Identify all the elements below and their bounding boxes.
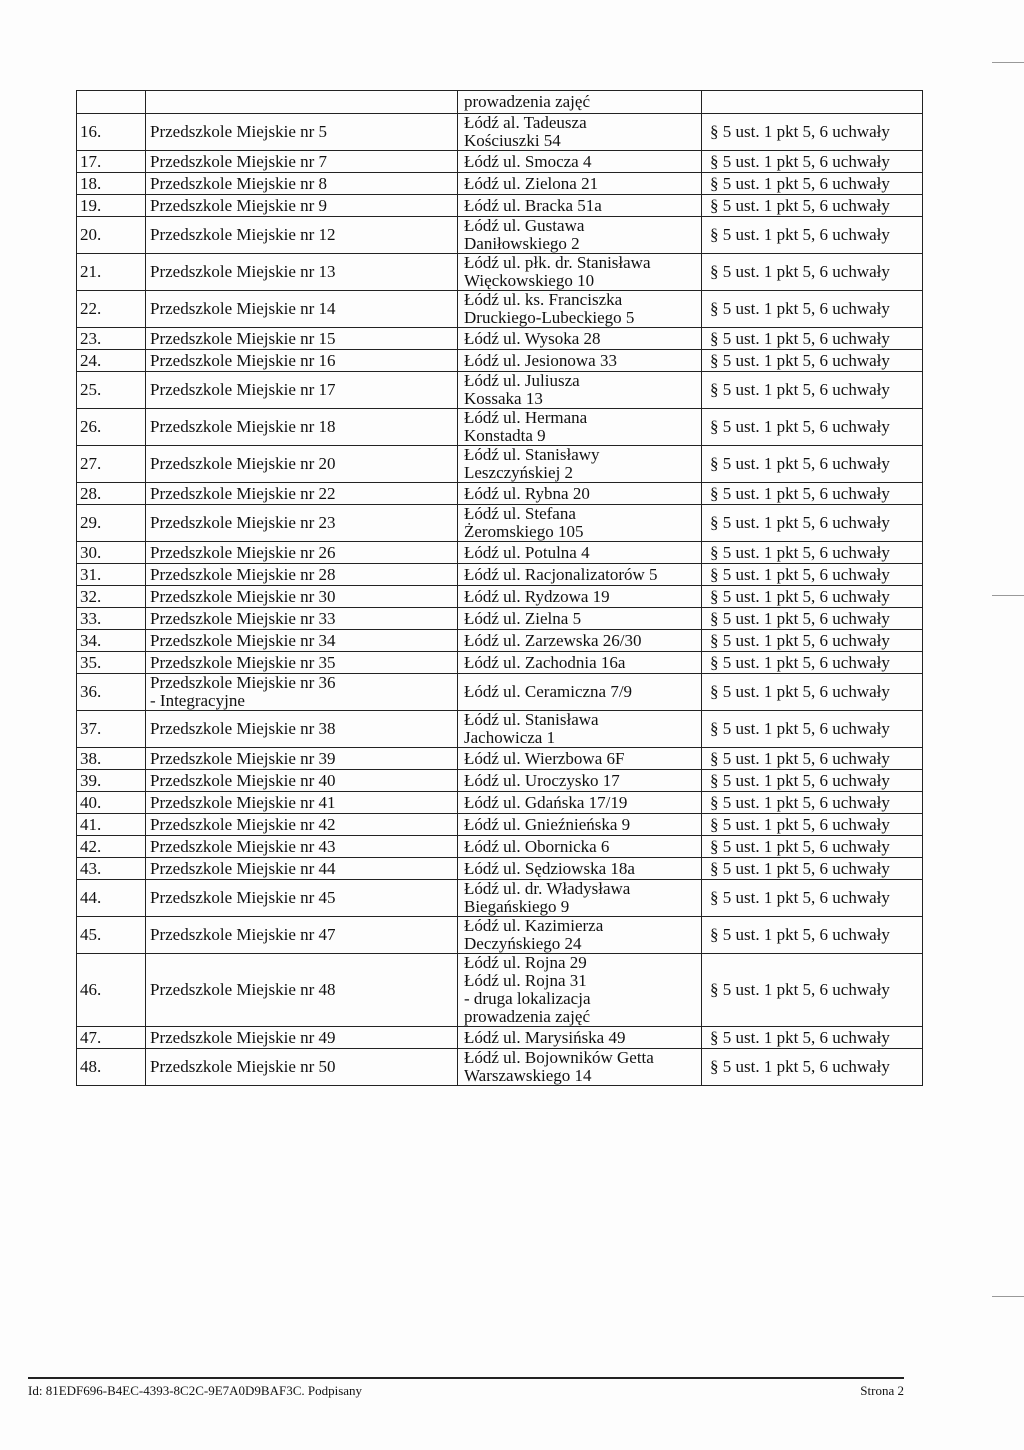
table-row — [77, 1027, 923, 1049]
address-cell — [458, 254, 702, 291]
kindergarten-name-cell — [146, 770, 458, 792]
row-number: 28. — [77, 483, 146, 505]
kindergarten-name-cell — [146, 917, 458, 954]
legal-basis: § 5 ust. 1 pkt 5, 6 uchwały — [702, 711, 923, 748]
kindergarten-name: Przedszkole Miejskie nr 50 — [150, 1057, 336, 1076]
table-row — [77, 409, 923, 446]
address-line: Łódź ul. Racjonalizatorów 5 — [464, 564, 658, 584]
legal-basis: § 5 ust. 1 pkt 5, 6 uchwały — [702, 114, 923, 151]
address-line: Druckiego-Lubeckiego 5 — [464, 308, 635, 327]
address-line: Łódź ul. ks. Franciszka — [464, 290, 623, 309]
table-row — [77, 372, 923, 409]
address-cell — [458, 1027, 702, 1049]
kindergarten-name: Przedszkole Miejskie nr 17 — [150, 380, 336, 399]
kindergarten-name: Przedszkole Miejskie nr 14 — [150, 299, 336, 318]
kindergarten-name: Przedszkole Miejskie nr 9 — [150, 195, 328, 215]
kindergarten-name-cell — [146, 151, 458, 173]
legal-basis: § 5 ust. 1 pkt 5, 6 uchwały — [702, 542, 923, 564]
kindergarten-name: Przedszkole Miejskie nr 5 — [150, 122, 328, 141]
table-row — [77, 217, 923, 254]
address-cell — [458, 350, 702, 372]
address-cell — [458, 564, 702, 586]
table-row — [77, 564, 923, 586]
kindergarten-name-cell — [146, 564, 458, 586]
table-row — [77, 814, 923, 836]
kindergarten-name: Przedszkole Miejskie nr 7 — [150, 151, 328, 171]
table-row — [77, 542, 923, 564]
kindergarten-name-cell — [146, 91, 458, 114]
address-line: Łódź ul. Ceramiczna 7/9 — [464, 682, 633, 701]
legal-basis: § 5 ust. 1 pkt 5, 6 uchwały — [702, 217, 923, 254]
row-number: 25. — [77, 372, 146, 409]
kindergarten-name-cell — [146, 195, 458, 217]
legal-basis: § 5 ust. 1 pkt 5, 6 uchwały — [702, 195, 923, 217]
row-number: 36. — [77, 674, 146, 711]
address-line: Łódź ul. Gustawa — [464, 216, 585, 235]
legal-basis: § 5 ust. 1 pkt 5, 6 uchwały — [702, 372, 923, 409]
address-cell — [458, 505, 702, 542]
address-line: Łódź ul. dr. Władysława — [464, 879, 631, 898]
table-row — [77, 630, 923, 652]
kindergarten-name: Przedszkole Miejskie nr 44 — [150, 858, 336, 878]
kindergarten-name-cell — [146, 792, 458, 814]
kindergarten-name-cell — [146, 652, 458, 674]
address-line: Łódź ul. Rojna 29 — [464, 953, 587, 972]
table-row — [77, 792, 923, 814]
address-line: Łódź ul. Zielna 5 — [464, 608, 582, 628]
row-number — [77, 91, 146, 114]
table-row — [77, 711, 923, 748]
kindergarten-name-cell — [146, 880, 458, 917]
kindergarten-name-cell — [146, 586, 458, 608]
address-cell — [458, 770, 702, 792]
table-row — [77, 151, 923, 173]
table-row — [77, 254, 923, 291]
address-line: Łódź ul. Hermana — [464, 408, 588, 427]
address-cell — [458, 711, 702, 748]
kindergarten-name: Przedszkole Miejskie nr 13 — [150, 262, 336, 281]
row-number: 38. — [77, 748, 146, 770]
legal-basis: § 5 ust. 1 pkt 5, 6 uchwały — [702, 674, 923, 711]
address-line: Łódź ul. Kazimierza — [464, 916, 604, 935]
kindergarten-name: Przedszkole Miejskie nr 26 — [150, 542, 336, 562]
kindergarten-name: Przedszkole Miejskie nr 36 — [150, 673, 336, 692]
kindergarten-name: Przedszkole Miejskie nr 33 — [150, 608, 336, 628]
address-line: Warszawskiego 14 — [464, 1066, 592, 1085]
legal-basis: § 5 ust. 1 pkt 5, 6 uchwały — [702, 1027, 923, 1049]
kindergarten-name: Przedszkole Miejskie nr 48 — [150, 980, 336, 999]
kindergarten-name: - Integracyjne — [150, 691, 245, 710]
address-line: Deczyńskiego 24 — [464, 934, 582, 953]
row-number: 18. — [77, 173, 146, 195]
address-cell — [458, 858, 702, 880]
kindergarten-name-cell — [146, 173, 458, 195]
address-cell — [458, 917, 702, 954]
kindergarten-name-cell — [146, 674, 458, 711]
table-row — [77, 195, 923, 217]
address-line: Łódź ul. Rybna 20 — [464, 483, 590, 503]
address-line: Łódź ul. Stefana — [464, 504, 576, 523]
table-row — [77, 674, 923, 711]
row-number: 35. — [77, 652, 146, 674]
table-row — [77, 836, 923, 858]
kindergarten-name-cell — [146, 748, 458, 770]
address-cell — [458, 173, 702, 195]
footer-rule — [28, 1377, 904, 1379]
kindergarten-name: Przedszkole Miejskie nr 49 — [150, 1027, 336, 1047]
kindergarten-name-cell — [146, 1027, 458, 1049]
address-cell — [458, 328, 702, 350]
legal-basis: § 5 ust. 1 pkt 5, 6 uchwały — [702, 880, 923, 917]
kindergarten-name: Przedszkole Miejskie nr 45 — [150, 888, 336, 907]
address-cell — [458, 674, 702, 711]
legal-basis: § 5 ust. 1 pkt 5, 6 uchwały — [702, 328, 923, 350]
row-number: 34. — [77, 630, 146, 652]
legal-basis: § 5 ust. 1 pkt 5, 6 uchwały — [702, 446, 923, 483]
kindergarten-name-cell — [146, 350, 458, 372]
address-line: Łódź ul. Marysińska 49 — [464, 1027, 626, 1047]
legal-basis: § 5 ust. 1 pkt 5, 6 uchwały — [702, 586, 923, 608]
row-number: 24. — [77, 350, 146, 372]
address-line: Kościuszki 54 — [464, 131, 561, 150]
kindergarten-name-cell — [146, 1049, 458, 1086]
address-cell — [458, 409, 702, 446]
row-number: 40. — [77, 792, 146, 814]
kindergarten-name: Przedszkole Miejskie nr 42 — [150, 814, 336, 834]
kindergarten-name-cell — [146, 711, 458, 748]
table-row — [77, 505, 923, 542]
row-number: 45. — [77, 917, 146, 954]
address-cell — [458, 372, 702, 409]
kindergarten-name-cell — [146, 409, 458, 446]
address-line: Łódź ul. Zachodnia 16a — [464, 652, 626, 672]
address-line: Leszczyńskiej 2 — [464, 463, 574, 482]
row-number: 48. — [77, 1049, 146, 1086]
address-cell — [458, 608, 702, 630]
kindergarten-name: Przedszkole Miejskie nr 12 — [150, 225, 336, 244]
row-number: 31. — [77, 564, 146, 586]
legal-basis: § 5 ust. 1 pkt 5, 6 uchwały — [702, 652, 923, 674]
address-cell — [458, 114, 702, 151]
row-number: 23. — [77, 328, 146, 350]
kindergarten-name: Przedszkole Miejskie nr 22 — [150, 483, 336, 503]
table-row — [77, 748, 923, 770]
kindergarten-list-table — [76, 90, 923, 1086]
kindergarten-name: Przedszkole Miejskie nr 15 — [150, 328, 336, 348]
legal-basis: § 5 ust. 1 pkt 5, 6 uchwały — [702, 630, 923, 652]
row-number: 33. — [77, 608, 146, 630]
address-cell — [458, 291, 702, 328]
legal-basis: § 5 ust. 1 pkt 5, 6 uchwały — [702, 1049, 923, 1086]
address-cell — [458, 542, 702, 564]
address-cell — [458, 814, 702, 836]
row-number: 43. — [77, 858, 146, 880]
address-line: Łódź ul. Rydzowa 19 — [464, 586, 610, 606]
legal-basis: § 5 ust. 1 pkt 5, 6 uchwały — [702, 770, 923, 792]
kindergarten-name: Przedszkole Miejskie nr 39 — [150, 748, 336, 768]
address-line: Łódź ul. płk. dr. Stanisława — [464, 253, 651, 272]
legal-basis: § 5 ust. 1 pkt 5, 6 uchwały — [702, 954, 923, 1027]
address-cell — [458, 217, 702, 254]
row-number: 22. — [77, 291, 146, 328]
table-row — [77, 880, 923, 917]
address-line: Daniłowskiego 2 — [464, 234, 580, 253]
row-number: 21. — [77, 254, 146, 291]
address-cell — [458, 195, 702, 217]
scan-edge-mark — [992, 62, 1024, 63]
address-line: Łódź ul. Gdańska 17/19 — [464, 792, 628, 812]
address-cell — [458, 652, 702, 674]
row-number: 44. — [77, 880, 146, 917]
table-row — [77, 483, 923, 505]
scan-edge-mark — [992, 1296, 1024, 1297]
address-line: Łódź ul. Juliusza — [464, 371, 580, 390]
table-row — [77, 350, 923, 372]
address-line: Łódź ul. Stanisławy — [464, 445, 600, 464]
address-line: prowadzenia zajęć — [464, 1007, 590, 1026]
kindergarten-name-cell — [146, 954, 458, 1027]
legal-basis: § 5 ust. 1 pkt 5, 6 uchwały — [702, 792, 923, 814]
kindergarten-name-cell — [146, 858, 458, 880]
kindergarten-table — [76, 90, 922, 1086]
kindergarten-name: Przedszkole Miejskie nr 41 — [150, 792, 336, 812]
address-line: Łódź ul. Bojowników Getta — [464, 1048, 654, 1067]
scan-edge-mark — [992, 595, 1024, 596]
kindergarten-name: Przedszkole Miejskie nr 16 — [150, 350, 336, 370]
row-number: 42. — [77, 836, 146, 858]
kindergarten-name-cell — [146, 483, 458, 505]
address-line: Łódź ul. Stanisława — [464, 710, 599, 729]
table-row — [77, 328, 923, 350]
address-line: Łódź ul. Uroczysko 17 — [464, 770, 620, 790]
address-cell — [458, 91, 702, 114]
legal-basis: § 5 ust. 1 pkt 5, 6 uchwały — [702, 836, 923, 858]
legal-basis: § 5 ust. 1 pkt 5, 6 uchwały — [702, 814, 923, 836]
address-cell — [458, 792, 702, 814]
table-row — [77, 770, 923, 792]
legal-basis: § 5 ust. 1 pkt 5, 6 uchwały — [702, 173, 923, 195]
table-row — [77, 917, 923, 954]
row-number: 20. — [77, 217, 146, 254]
address-line: - druga lokalizacja — [464, 989, 591, 1008]
row-number: 16. — [77, 114, 146, 151]
address-line: Łódź ul. Wysoka 28 — [464, 328, 601, 348]
address-line: Łódź ul. Bracka 51a — [464, 195, 602, 215]
legal-basis: § 5 ust. 1 pkt 5, 6 uchwały — [702, 748, 923, 770]
table-row — [77, 446, 923, 483]
kindergarten-name: Przedszkole Miejskie nr 34 — [150, 630, 336, 650]
kindergarten-name: Przedszkole Miejskie nr 43 — [150, 836, 336, 856]
kindergarten-name-cell — [146, 630, 458, 652]
page-number: Strona 2 — [860, 1383, 904, 1398]
legal-basis — [702, 91, 923, 114]
legal-basis: § 5 ust. 1 pkt 5, 6 uchwały — [702, 608, 923, 630]
kindergarten-name: Przedszkole Miejskie nr 40 — [150, 770, 336, 790]
address-cell — [458, 446, 702, 483]
row-number: 29. — [77, 505, 146, 542]
kindergarten-name-cell — [146, 372, 458, 409]
table-row — [77, 1049, 923, 1086]
kindergarten-name-cell — [146, 254, 458, 291]
row-number: 27. — [77, 446, 146, 483]
address-cell — [458, 836, 702, 858]
row-number: 30. — [77, 542, 146, 564]
legal-basis: § 5 ust. 1 pkt 5, 6 uchwały — [702, 858, 923, 880]
kindergarten-name: Przedszkole Miejskie nr 30 — [150, 586, 336, 606]
table-row — [77, 954, 923, 1027]
row-number: 19. — [77, 195, 146, 217]
row-number: 46. — [77, 954, 146, 1027]
address-cell — [458, 954, 702, 1027]
address-line: Konstadta 9 — [464, 426, 546, 445]
kindergarten-name: Przedszkole Miejskie nr 23 — [150, 513, 336, 532]
legal-basis: § 5 ust. 1 pkt 5, 6 uchwały — [702, 505, 923, 542]
legal-basis: § 5 ust. 1 pkt 5, 6 uchwały — [702, 917, 923, 954]
kindergarten-name-cell — [146, 836, 458, 858]
legal-basis: § 5 ust. 1 pkt 5, 6 uchwały — [702, 564, 923, 586]
kindergarten-name-cell — [146, 114, 458, 151]
table-row — [77, 173, 923, 195]
address-line: prowadzenia zajęć — [464, 92, 590, 111]
legal-basis: § 5 ust. 1 pkt 5, 6 uchwały — [702, 483, 923, 505]
address-line: Łódź al. Tadeusza — [464, 113, 587, 132]
address-line: Łódź ul. Zarzewska 26/30 — [464, 630, 642, 650]
table-row — [77, 608, 923, 630]
address-line: Żeromskiego 105 — [464, 522, 584, 541]
row-number: 41. — [77, 814, 146, 836]
kindergarten-name: Przedszkole Miejskie nr 28 — [150, 564, 336, 584]
address-line: Jachowicza 1 — [464, 728, 556, 747]
kindergarten-name-cell — [146, 608, 458, 630]
kindergarten-name: Przedszkole Miejskie nr 18 — [150, 417, 336, 436]
address-cell — [458, 151, 702, 173]
address-line: Łódź ul. Gnieźnieńska 9 — [464, 814, 631, 834]
address-cell — [458, 586, 702, 608]
kindergarten-name-cell — [146, 217, 458, 254]
address-line: Łódź ul. Wierzbowa 6F — [464, 748, 625, 768]
row-number: 17. — [77, 151, 146, 173]
address-line: Łódź ul. Sędziowska 18a — [464, 858, 635, 878]
address-line: Kossaka 13 — [464, 389, 543, 408]
table-row — [77, 114, 923, 151]
table-row — [77, 291, 923, 328]
kindergarten-name: Przedszkole Miejskie nr 20 — [150, 454, 336, 473]
kindergarten-name-cell — [146, 814, 458, 836]
address-cell — [458, 1049, 702, 1086]
kindergarten-name-cell — [146, 542, 458, 564]
address-line: Łódź ul. Obornicka 6 — [464, 836, 610, 856]
row-number: 37. — [77, 711, 146, 748]
document-id: Id: 81EDF696-B4EC-4393-8C2C-9E7A0D9BAF3C. Podpisany — [28, 1383, 363, 1398]
kindergarten-name: Przedszkole Miejskie nr 47 — [150, 925, 336, 944]
address-line: Więckowskiego 10 — [464, 271, 595, 290]
address-cell — [458, 748, 702, 770]
address-cell — [458, 630, 702, 652]
kindergarten-name: Przedszkole Miejskie nr 35 — [150, 652, 336, 672]
legal-basis: § 5 ust. 1 pkt 5, 6 uchwały — [702, 254, 923, 291]
address-line: Łódź ul. Potulna 4 — [464, 542, 590, 562]
address-cell — [458, 880, 702, 917]
table-row — [77, 586, 923, 608]
row-number: 47. — [77, 1027, 146, 1049]
address-line: Łódź ul. Rojna 31 — [464, 971, 587, 990]
row-number: 32. — [77, 586, 146, 608]
table-row — [77, 858, 923, 880]
kindergarten-name-cell — [146, 446, 458, 483]
row-number: 39. — [77, 770, 146, 792]
kindergarten-name-cell — [146, 505, 458, 542]
legal-basis: § 5 ust. 1 pkt 5, 6 uchwały — [702, 350, 923, 372]
legal-basis: § 5 ust. 1 pkt 5, 6 uchwały — [702, 151, 923, 173]
address-line: Łódź ul. Zielona 21 — [464, 173, 599, 193]
kindergarten-name-cell — [146, 291, 458, 328]
row-number: 26. — [77, 409, 146, 446]
address-line: Łódź ul. Jesionowa 33 — [464, 350, 617, 370]
kindergarten-name: Przedszkole Miejskie nr 38 — [150, 719, 336, 738]
legal-basis: § 5 ust. 1 pkt 5, 6 uchwały — [702, 409, 923, 446]
address-line: Łódź ul. Smocza 4 — [464, 151, 592, 171]
kindergarten-name-cell — [146, 328, 458, 350]
kindergarten-name: Przedszkole Miejskie nr 8 — [150, 173, 328, 193]
table-body — [77, 91, 923, 1086]
table-row — [77, 91, 923, 114]
table-row — [77, 652, 923, 674]
legal-basis: § 5 ust. 1 pkt 5, 6 uchwały — [702, 291, 923, 328]
address-cell — [458, 483, 702, 505]
address-line: Biegańskiego 9 — [464, 897, 570, 916]
